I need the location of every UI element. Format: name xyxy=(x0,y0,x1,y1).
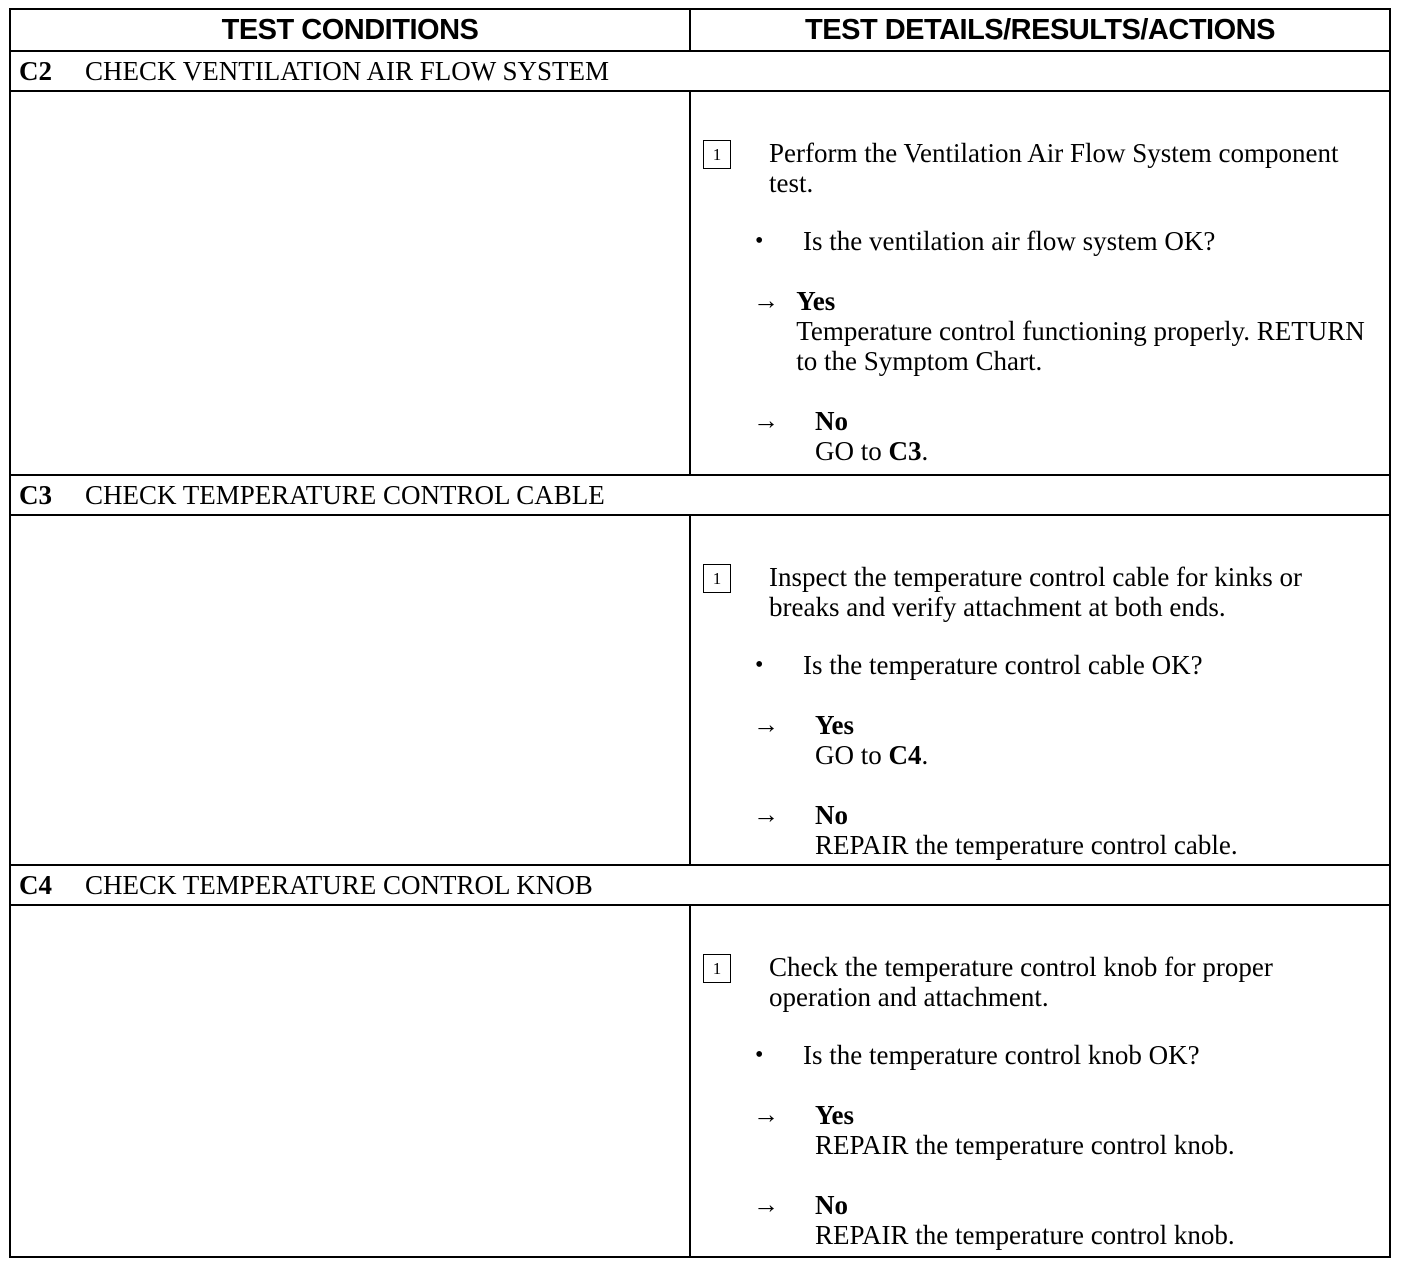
arrow-right-icon: → xyxy=(753,710,779,739)
question-text: Is the temperature control knob OK? xyxy=(803,1040,1200,1070)
section-header-row xyxy=(10,865,1390,905)
section-title-c3 xyxy=(10,475,1390,515)
bullet-icon: • xyxy=(755,1042,764,1068)
table-header-row xyxy=(10,9,1390,51)
section-code: C3 xyxy=(19,479,52,510)
yes-result xyxy=(691,710,1369,770)
no-result xyxy=(691,406,1369,466)
test-details-cell xyxy=(690,515,1390,865)
step-item xyxy=(691,952,1369,1012)
bullet-icon: • xyxy=(755,228,764,254)
step-item xyxy=(691,138,1369,198)
test-conditions-cell xyxy=(10,91,690,475)
yes-action-line xyxy=(815,740,928,770)
section-header-row xyxy=(10,51,1390,91)
no-label: No xyxy=(815,800,848,830)
yes-action: Temperature control functioning properly. RETURN to the Symptom Chart. xyxy=(796,316,1365,376)
no-action-suffix: . xyxy=(921,436,929,466)
question-item xyxy=(691,226,1369,256)
step-item xyxy=(691,562,1369,622)
pinpoint-test-table xyxy=(9,8,1391,1258)
yes-result xyxy=(691,286,1369,376)
question-item xyxy=(691,650,1369,680)
step-number-box: 1 xyxy=(703,140,731,169)
test-conditions-cell xyxy=(10,515,690,865)
question-text: Is the ventilation air flow system OK? xyxy=(803,226,1216,256)
arrow-right-icon: → xyxy=(753,1190,779,1219)
step-text: Perform the Ventilation Air Flow System component test. xyxy=(769,138,1339,198)
test-details-cell xyxy=(690,91,1390,475)
step-text: Inspect the temperature control cable for kinks or breaks and verify attachment at both ends. xyxy=(769,562,1303,622)
section-title-c4 xyxy=(10,865,1390,905)
yes-action: REPAIR the temperature control knob. xyxy=(815,1130,1235,1160)
step-text: Check the temperature control knob for proper operation and attachment. xyxy=(769,952,1273,1012)
section-title: CHECK TEMPERATURE CONTROL KNOB xyxy=(85,869,593,900)
no-result xyxy=(691,800,1369,860)
yes-action-ref[interactable]: C4 xyxy=(888,740,922,770)
yes-action-suffix: . xyxy=(921,740,929,770)
no-action-line xyxy=(815,436,928,466)
section-body-row xyxy=(10,515,1390,865)
no-action: REPAIR the temperature control knob. xyxy=(815,1220,1235,1250)
no-action-ref[interactable]: C3 xyxy=(888,436,922,466)
no-action: REPAIR the temperature control cable. xyxy=(815,830,1238,860)
arrow-right-icon: → xyxy=(753,286,779,315)
test-details-cell xyxy=(690,905,1390,1257)
question-item xyxy=(691,1040,1369,1070)
no-action: GO to xyxy=(815,436,889,466)
yes-result xyxy=(691,1100,1369,1160)
section-title-c2 xyxy=(10,51,1390,91)
section-header-row xyxy=(10,475,1390,515)
no-label: No xyxy=(815,1190,848,1220)
arrow-right-icon: → xyxy=(753,1100,779,1129)
header-test-conditions: TEST CONDITIONS xyxy=(10,9,690,51)
yes-label: Yes xyxy=(815,1100,854,1130)
section-body-row xyxy=(10,91,1390,475)
test-conditions-cell xyxy=(10,905,690,1257)
section-title: CHECK VENTILATION AIR FLOW SYSTEM xyxy=(85,55,610,86)
no-label: No xyxy=(815,406,848,436)
arrow-right-icon: → xyxy=(753,800,779,829)
diagnostic-table-page xyxy=(9,8,1391,1258)
step-number-box: 1 xyxy=(703,564,731,593)
no-result xyxy=(691,1190,1369,1250)
step-number-box: 1 xyxy=(703,954,731,983)
section-code: C4 xyxy=(19,869,52,900)
section-code: C2 xyxy=(19,55,52,86)
yes-action: GO to xyxy=(815,740,889,770)
yes-label: Yes xyxy=(796,286,836,316)
question-text: Is the temperature control cable OK? xyxy=(803,650,1203,680)
header-test-details: TEST DETAILS/RESULTS/ACTIONS xyxy=(690,9,1390,51)
section-title: CHECK TEMPERATURE CONTROL CABLE xyxy=(85,479,605,510)
yes-label: Yes xyxy=(815,710,854,740)
bullet-icon: • xyxy=(755,652,764,678)
section-body-row xyxy=(10,905,1390,1257)
arrow-right-icon: → xyxy=(753,406,779,435)
